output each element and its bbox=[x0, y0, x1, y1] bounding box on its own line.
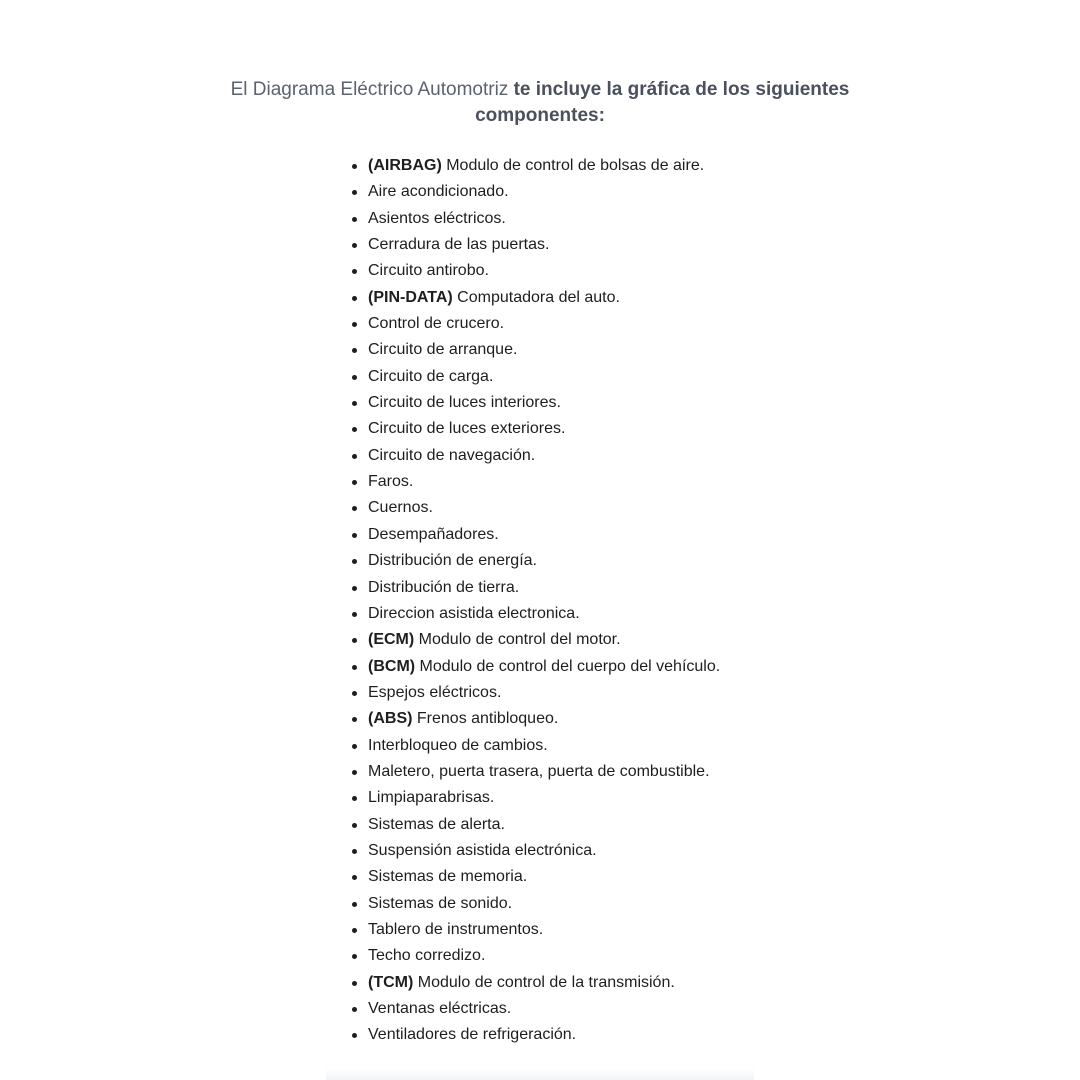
list-item bbox=[350, 917, 720, 943]
list-item bbox=[350, 864, 720, 890]
component-list bbox=[350, 153, 720, 1049]
list-item bbox=[350, 258, 720, 284]
list-item bbox=[350, 232, 720, 258]
list-item bbox=[350, 285, 720, 311]
component-text: Modulo de control de bolsas de aire. bbox=[446, 157, 705, 174]
component-text: Circuito de luces exteriores. bbox=[368, 420, 566, 438]
bullet-icon bbox=[352, 322, 357, 327]
component-text: Cuernos. bbox=[368, 499, 433, 517]
bullet-icon bbox=[352, 243, 357, 248]
component-text: Modulo de control de la transmisión. bbox=[417, 973, 675, 991]
bullet-icon bbox=[352, 296, 357, 301]
component-text: Distribución de energía. bbox=[368, 552, 537, 570]
bullet-icon bbox=[352, 691, 357, 696]
bullet-icon bbox=[352, 375, 357, 380]
bullet-icon bbox=[352, 164, 357, 169]
list-item bbox=[350, 522, 720, 548]
bullet-icon bbox=[352, 665, 357, 670]
bullet-icon bbox=[352, 638, 357, 643]
list-item bbox=[350, 759, 720, 785]
component-text: Aire acondicionado. bbox=[368, 183, 509, 201]
component-text: Ventiladores de refrigeración. bbox=[368, 1026, 577, 1044]
bullet-icon bbox=[352, 559, 357, 564]
component-text: Maletero, puerta trasera, puerta de combustible. bbox=[368, 762, 710, 780]
bullet-icon bbox=[352, 902, 357, 907]
bullet-icon bbox=[352, 612, 357, 617]
bullet-icon bbox=[352, 849, 357, 854]
bullet-icon bbox=[352, 217, 357, 222]
component-text: Circuito de navegación. bbox=[368, 446, 536, 464]
component-text: Tablero de instrumentos. bbox=[368, 920, 544, 938]
bullet-icon bbox=[352, 427, 357, 432]
bullet-icon bbox=[352, 1007, 357, 1012]
bullet-icon bbox=[352, 875, 357, 880]
bullet-icon bbox=[352, 269, 357, 274]
component-text: Circuito de luces interiores. bbox=[368, 394, 561, 412]
component-code: (BCM) bbox=[368, 657, 416, 675]
list-item bbox=[350, 469, 720, 495]
component-text: Suspensión asistida electrónica. bbox=[368, 841, 597, 859]
bullet-icon bbox=[352, 981, 357, 986]
list-item bbox=[350, 891, 720, 917]
list-item bbox=[350, 996, 720, 1022]
list-item bbox=[350, 416, 720, 442]
list-item bbox=[350, 364, 720, 390]
component-text: Faros. bbox=[368, 473, 414, 491]
heading-intro: El Diagrama Eléctrico Automotriz bbox=[230, 79, 509, 100]
list-item bbox=[350, 601, 720, 627]
bottom-fade bbox=[326, 1068, 754, 1080]
component-text: Interbloqueo de cambios. bbox=[368, 736, 548, 754]
list-item bbox=[350, 153, 720, 179]
list-item bbox=[350, 627, 720, 653]
bullet-icon bbox=[352, 480, 357, 485]
bullet-icon bbox=[352, 796, 357, 801]
bullet-icon bbox=[352, 717, 357, 722]
bullet-icon bbox=[352, 744, 357, 749]
bullet-icon bbox=[352, 770, 357, 775]
page-heading bbox=[180, 77, 900, 129]
list-item bbox=[350, 706, 720, 732]
component-text: Sistemas de sonido. bbox=[368, 894, 513, 912]
list-item bbox=[350, 390, 720, 416]
component-code: (AIRBAG) bbox=[368, 157, 442, 174]
list-item bbox=[350, 575, 720, 601]
component-text: Techo corredizo. bbox=[368, 947, 486, 965]
component-text: Cerradura de las puertas. bbox=[368, 236, 550, 254]
component-text: Desempañadores. bbox=[368, 525, 499, 543]
component-text: Modulo de control del cuerpo del vehículo. bbox=[419, 657, 721, 675]
list-item bbox=[350, 311, 720, 337]
list-item bbox=[350, 443, 720, 469]
heading-emphasis: te incluye la gráfica de los siguientes componentes: bbox=[475, 79, 850, 126]
component-text: Control de crucero. bbox=[368, 315, 505, 333]
list-item bbox=[350, 1022, 720, 1048]
bullet-icon bbox=[352, 823, 357, 828]
component-code: (ABS) bbox=[368, 710, 413, 728]
list-item bbox=[350, 206, 720, 232]
component-text: Circuito de arranque. bbox=[368, 341, 518, 359]
component-code: (PIN-DATA) bbox=[368, 288, 453, 306]
bullet-icon bbox=[352, 586, 357, 591]
bullet-icon bbox=[352, 1033, 357, 1038]
bullet-icon bbox=[352, 401, 357, 406]
component-text: Circuito antirobo. bbox=[368, 262, 489, 280]
bullet-icon bbox=[352, 190, 357, 195]
component-text: Frenos antibloqueo. bbox=[416, 710, 559, 728]
list-item bbox=[350, 337, 720, 363]
bullet-icon bbox=[352, 928, 357, 933]
component-text: Sistemas de alerta. bbox=[368, 815, 505, 833]
component-text: Direccion asistida electronica. bbox=[368, 604, 580, 622]
component-text: Limpiaparabrisas. bbox=[368, 789, 495, 807]
bullet-icon bbox=[352, 506, 357, 511]
list-item bbox=[350, 179, 720, 205]
component-text: Espejos eléctricos. bbox=[368, 683, 502, 701]
component-code: (TCM) bbox=[368, 973, 414, 991]
list-item bbox=[350, 654, 720, 680]
list-item bbox=[350, 680, 720, 706]
component-text: Sistemas de memoria. bbox=[368, 868, 528, 886]
list-item bbox=[350, 495, 720, 521]
bullet-icon bbox=[352, 954, 357, 959]
component-text: Asientos eléctricos. bbox=[368, 209, 506, 227]
list-item bbox=[350, 812, 720, 838]
list-item bbox=[350, 548, 720, 574]
list-item bbox=[350, 943, 720, 969]
bullet-icon bbox=[352, 454, 357, 459]
list-item bbox=[350, 838, 720, 864]
component-code: (ECM) bbox=[368, 631, 415, 649]
component-text: Ventanas eléctricas. bbox=[368, 1000, 512, 1017]
component-text: Distribución de tierra. bbox=[368, 578, 520, 596]
bullet-icon bbox=[352, 533, 357, 538]
component-text: Modulo de control del motor. bbox=[418, 631, 621, 649]
list-item bbox=[350, 785, 720, 811]
component-text: Circuito de carga. bbox=[368, 367, 494, 385]
bullet-icon bbox=[352, 348, 357, 353]
list-item bbox=[350, 970, 720, 996]
list-item bbox=[350, 733, 720, 759]
component-text: Computadora del auto. bbox=[457, 288, 620, 306]
